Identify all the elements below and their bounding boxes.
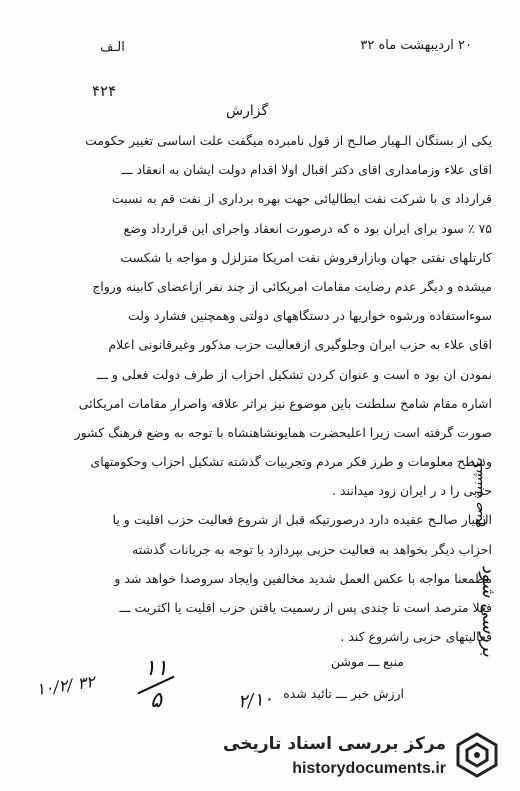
handwritten-fraction <box>136 656 176 713</box>
body-line: نمودن ان بود ه است و عنوان کردن تشکیل احزاب از طرف دولت فعلی و ـــ <box>96 366 492 382</box>
body-line: قرارداد ی با شرکت نفت ایطالیائی جهت بهره برداری از نفت قم به نسبت <box>111 191 492 207</box>
source-line: منبع ـــ موشن <box>331 654 404 669</box>
margin-note: یکشنبه صبح <box>470 458 486 528</box>
body-line: اشاره مقام شامخ سلطنت باین موضوع نیز براثر علاقه واصرار مقامات امریکائی <box>78 395 492 411</box>
watermark <box>196 726 506 784</box>
body-line: کارتلهای نفتی جهان وبازارفروش نفت امریکا متزلزل و مواجه با شکست <box>120 249 492 265</box>
news-value-line: ارزش خبر ـــ تائید شده <box>283 686 404 701</box>
body-line: فعلا مترصد است تا چندی پس از رسمیت یافتن حزب اقلیت یا اکثریت ـــ <box>119 600 492 615</box>
margin-note: بررسی شود <box>478 565 499 657</box>
document-title: گزارش <box>226 103 269 119</box>
body-line: احزاب دیگر بخواهد به فعالیت حزبی بپردازد با توجه به جریانات گذشته <box>132 541 492 557</box>
body-line: مطمعنا مواجه با عکس العمل شدید مخالفین وایجاد سروصدا خواهد شد و <box>114 570 492 586</box>
fraction-top: ۱۱ <box>144 656 168 681</box>
classification-label: الـف <box>100 40 125 55</box>
report-body <box>50 126 492 651</box>
body-line: حزبی را د ر ایران زود میدانند . <box>332 483 492 499</box>
body-line: اقای علاء به حزب ایران وجلوگیری ازفعالیت حزب مذکور وغیرقانونی اعلام <box>108 337 492 353</box>
body-line: اقای علاء وزمامداری اقای دکتر اقبال اولا اقدام دولت ایشان به انعقاد ـــ <box>121 162 492 178</box>
fraction-bottom: ۵ <box>150 688 162 713</box>
watermark-title: مرکز بررسی اسناد تاریخی <box>223 734 446 754</box>
handwritten-date: ۱۰/۲/ ۳۲ <box>34 671 96 700</box>
handwritten-signature-mark: ۲/۱۰ <box>236 688 275 713</box>
document-date: ۲۰ اردیبهشت ماه ۳۲ <box>360 38 472 53</box>
document-number: ۴۲۴ <box>92 82 117 100</box>
body-line: ۷۵ ٪ سود برای ایران بود ه که درصورت انعقاد واجرای این قرارداد وضع <box>123 220 492 236</box>
body-line: میشده و دیگر عدم رضایت مقامات امریکائی از چند نفر ازاعضای کابینه ورواج <box>92 278 492 294</box>
body-line: فعالیتهای حزبی راشروع کند . <box>340 629 492 645</box>
archive-logo-icon <box>452 730 502 780</box>
body-line: وسطح معلومات و طرز فکر مردم وتجربیات گذشته تشکیل احزاب وحکومتهای <box>90 454 492 470</box>
body-line: الـهیار صالـح عقیده دارد درصورتیکه قبل از شروع فعالیت حزب اقلیت و یا <box>112 512 492 528</box>
body-line: یکی از بستگان الـهیار صالـح از قول نامبرده میگفت علت اساسی تغییر حکومت <box>85 133 492 148</box>
body-line: سوءاستفاده ورشوه خواریها در دستگاههای دولتی وهمچنین فشارد ولت <box>127 308 492 324</box>
body-line: صورت گرفته است زیرا اعلیحضرت همایونشاهنشاه با توجه به وضع فرهنگ کشور <box>74 424 492 440</box>
watermark-url: historydocuments.ir <box>292 760 446 777</box>
